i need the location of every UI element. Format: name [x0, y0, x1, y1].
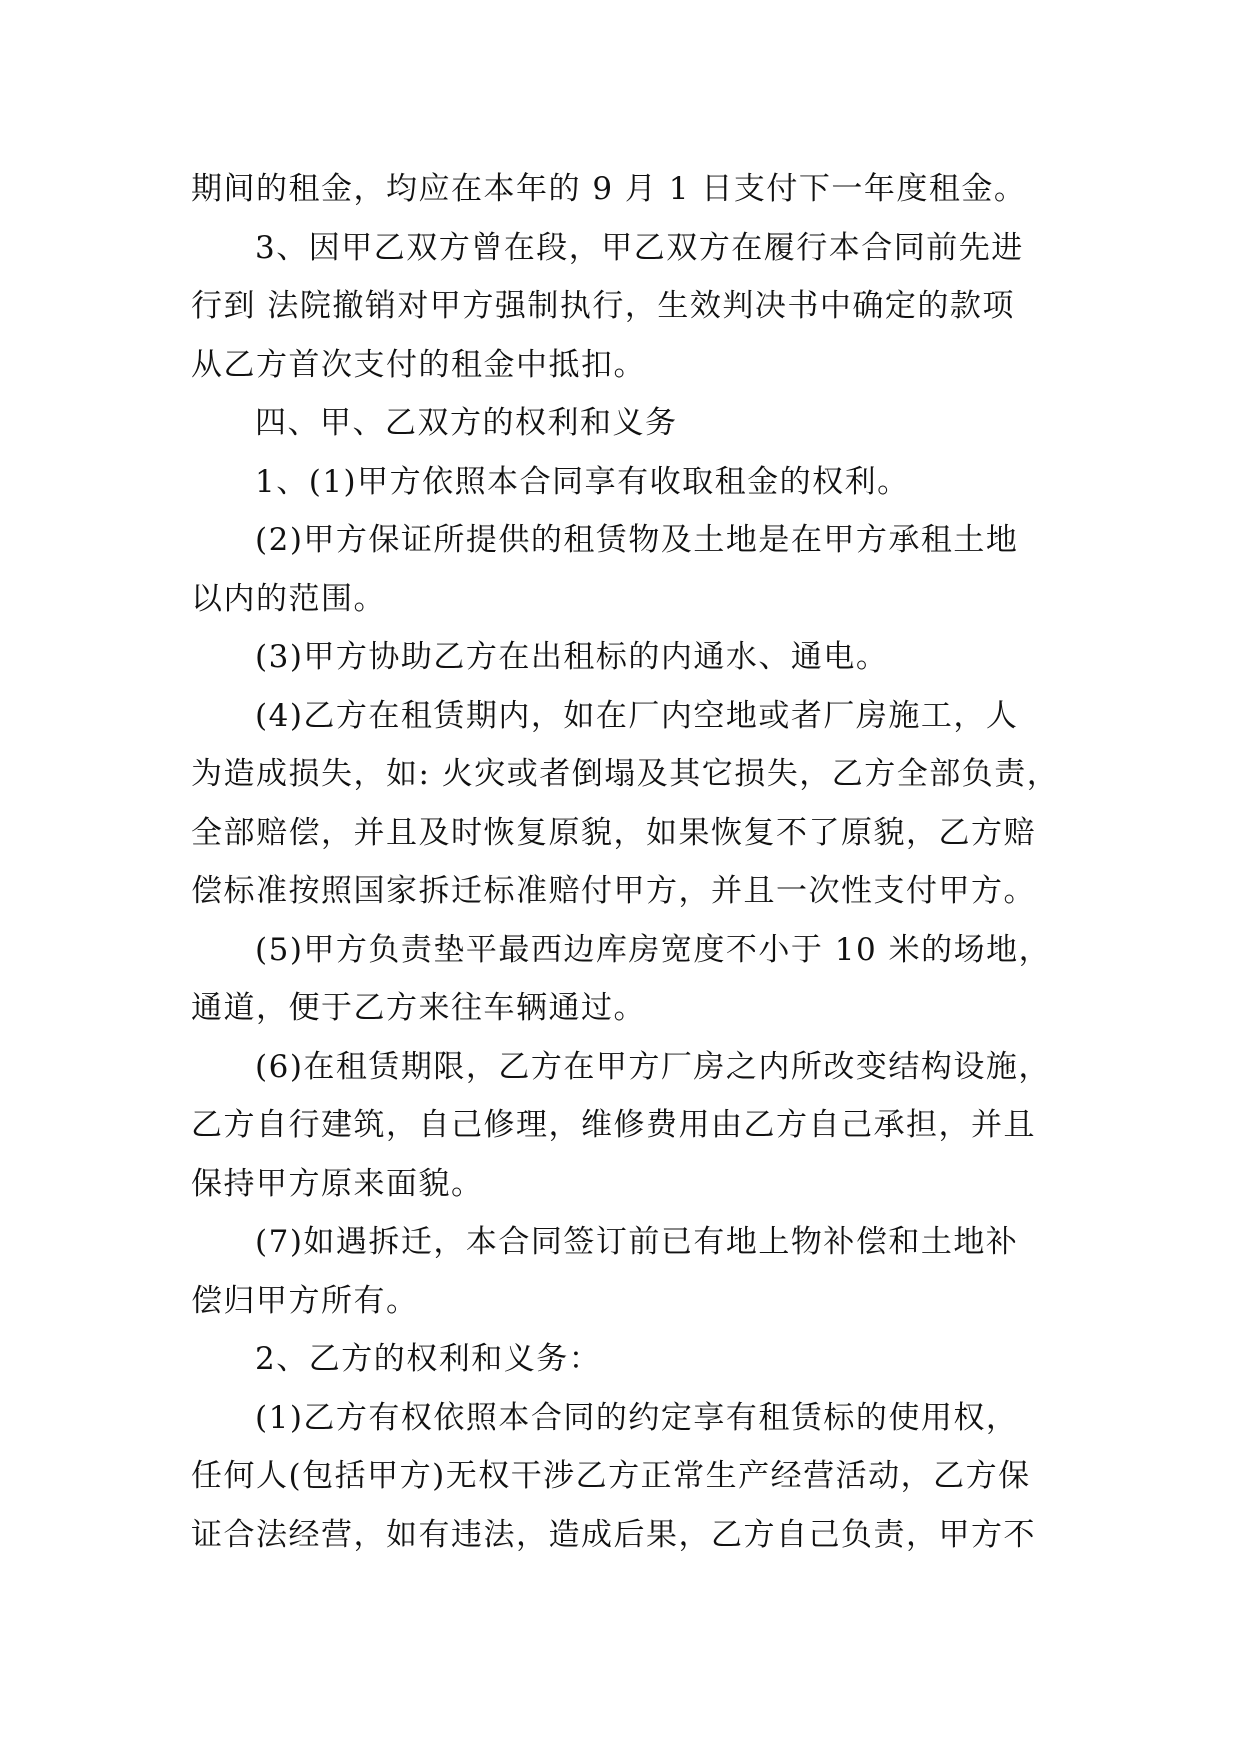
text-line: (1)乙方有权依照本合同的约定享有租赁标的使用权，	[255, 1399, 1019, 1436]
text-line: 2、乙方的权利和义务：	[255, 1341, 602, 1377]
text-line: 期间的租金，均应在本年的 9 月 1 日支付下一年度租金。	[191, 171, 1027, 207]
text-line: 从乙方首次支付的租金中抵扣。	[191, 346, 646, 383]
text-line: (4)乙方在租赁期内，如在厂内空地或者厂房施工，人	[255, 697, 1019, 734]
text-line: 四、甲、乙双方的权利和义务	[255, 405, 678, 441]
text-line: 全部赔偿，并且及时恢复原貌，如果恢复不了原貌，乙方赔	[191, 814, 1036, 851]
text-line: 通道，便于乙方来往车辆通过。	[191, 990, 646, 1026]
text-line: 偿标准按照国家拆迁标准赔付甲方，并且一次性支付甲方。	[191, 873, 1036, 909]
text-line: 为造成损失，如: 火灾或者倒塌及其它损失，乙方全部负责，	[191, 756, 1060, 792]
text-line: 偿归甲方所有。	[191, 1282, 419, 1319]
text-line: 1、(1)甲方依照本合同享有收取租金的权利。	[255, 463, 910, 500]
text-line: 行到 法院撤销对甲方强制执行，生效判决书中确定的款项	[191, 288, 1015, 324]
text-line: 3、因甲乙双方曾在段，甲乙双方在履行本合同前先进	[255, 229, 1024, 266]
text-line: (6)在租赁期限，乙方在甲方厂房之内所改变结构设施，	[255, 1048, 1051, 1085]
text-line: (3)甲方协助乙方在出租标的内通水、通电。	[255, 639, 889, 675]
text-line: 以内的范围。	[191, 580, 386, 617]
text-line: 证合法经营，如有违法，造成后果，乙方自己负责，甲方不	[191, 1516, 1036, 1553]
text-line: 任何人(包括甲方)无权干涉乙方正常生产经营活动，乙方保	[191, 1458, 1031, 1494]
text-line: (2)甲方保证所提供的租赁物及土地是在甲方承租土地	[255, 522, 1019, 558]
text-line: 乙方自行建筑，自己修理，维修费用由乙方自己承担，并且	[191, 1107, 1036, 1143]
text-line: 保持甲方原来面貌。	[191, 1165, 484, 1202]
document-body	[191, 160, 1061, 1564]
text-line: (5)甲方负责垫平最西边库房宽度不小于 10 米的场地，	[255, 931, 1052, 968]
text-line: (7)如遇拆迁，本合同签订前已有地上物补偿和土地补	[255, 1224, 1019, 1260]
